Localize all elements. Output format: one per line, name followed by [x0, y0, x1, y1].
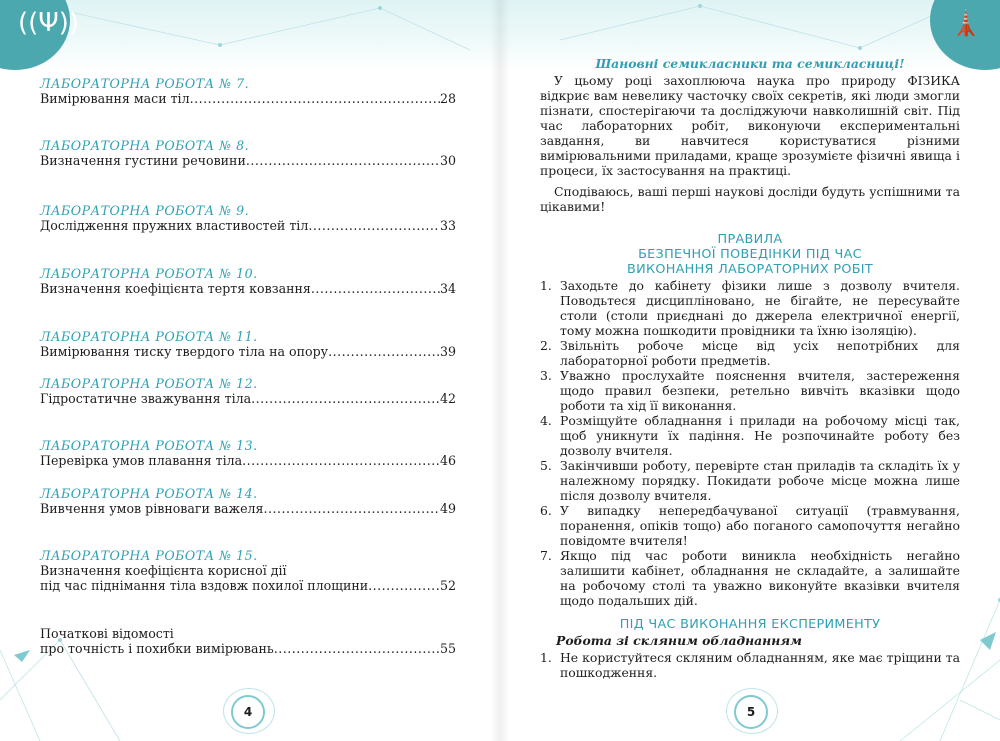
rules-title-line: ВИКОНАННЯ ЛАБОРАТОРНИХ РОБІТ: [627, 262, 873, 277]
toc-line: [40, 391, 456, 406]
list-item: [540, 650, 960, 680]
toc-line: [40, 218, 456, 233]
list-item: [540, 503, 960, 548]
toc-line-text: Гідростатичне зважування тіла: [40, 391, 252, 406]
intro-paragraph: У цьому році захоплююча наука про природу ФІЗИКА відкриє вам невелику часточку своїх секретів, які люди змогли пізнати, спостерігаючи та досліджуючи навколишній світ. Під час лабораторних робіт, виконуючи експериментальні завдання, ви навчитеся користуватися різними вимірювальними приладами, краще зрозумієте фізичні явища і процеси, їх застосування на практиці.: [540, 73, 960, 178]
radio-tower-icon: 🗼: [949, 8, 982, 38]
intro-paragraph: Сподіваюсь, ваші перші наукові досліди будуть успішними та цікавими!: [540, 184, 960, 214]
toc-line-text: Вимірювання маси тіл: [40, 91, 190, 106]
toc-line-text: під час піднімання тіла вздовж похилої площини: [40, 578, 369, 593]
list-item-text: Заходьте до кабінету фізики лише з дозволу вчителя. Поводьтеся дисципліновано, не бігайте, не пересувайте столи (столи приєднані до джерела електричної енергії, тому можна пошкодити провідники та їхню ізоляцію).: [560, 278, 960, 338]
toc-line-text: Визначення коефіцієнта тертя ковзання: [40, 281, 311, 296]
toc-line: [40, 641, 456, 656]
toc-entry: [40, 438, 456, 468]
list-item: [540, 368, 960, 413]
list-item: [540, 338, 960, 368]
list-item-number: 3.: [540, 368, 552, 383]
toc-line: [40, 578, 456, 593]
list-item-number: 1.: [540, 650, 552, 665]
toc-page-number: 42: [439, 391, 456, 406]
toc-page-number: 52: [439, 578, 456, 593]
toc-page-number: 30: [439, 153, 456, 168]
toc-lab-title: ЛАБОРАТОРНА РОБОТА № 8.: [40, 138, 250, 153]
toc-line: [40, 281, 456, 296]
list-item: [540, 458, 960, 503]
experiment-rules-list: [540, 650, 960, 680]
list-item: [540, 413, 960, 458]
list-item-number: 1.: [540, 278, 552, 293]
list-item-number: 5.: [540, 458, 552, 473]
list-item-number: 2.: [540, 338, 552, 353]
toc-lab-title: ЛАБОРАТОРНА РОБОТА № 10.: [40, 266, 258, 281]
toc-lab-title: ЛАБОРАТОРНА РОБОТА № 7.: [40, 76, 250, 91]
toc-line: [40, 626, 456, 641]
toc-entry: [40, 203, 456, 233]
toc-lab-title: ЛАБОРАТОРНА РОБОТА № 12.: [40, 376, 258, 391]
toc-lab-title: ЛАБОРАТОРНА РОБОТА № 11.: [40, 329, 258, 344]
toc-entry: [40, 266, 456, 296]
list-item-number: 7.: [540, 548, 552, 563]
toc-entry: [40, 376, 456, 406]
toc-line: [40, 453, 456, 468]
list-item-text: Не користуйтеся скляним обладнанням, яке має тріщини та пошкодження.: [560, 650, 960, 680]
toc-line: [40, 344, 456, 359]
toc-lab-title: ЛАБОРАТОРНА РОБОТА № 14.: [40, 486, 258, 501]
toc-entry: [40, 486, 456, 516]
toc-line-text: Вивчення умов рівноваги важеля: [40, 501, 264, 516]
toc-line: [40, 153, 456, 168]
list-item-number: 4.: [540, 413, 552, 428]
list-item-text: Уважно прослухайте пояснення вчителя, застереження щодо правил безпеки, ретельно вивчіть вказівки щодо роботи та хід її виконання.: [560, 368, 960, 413]
page-number: 4: [231, 695, 265, 729]
toc-page-number: 49: [439, 501, 456, 516]
page-number: 5: [734, 695, 768, 729]
rules-title-line: БЕЗПЕЧНОЇ ПОВЕДІНКИ ПІД ЧАС: [638, 247, 862, 262]
toc-line-text: про точність і похибки вимірювань: [40, 641, 274, 656]
toc-page-number: 34: [439, 281, 456, 296]
toc-line-text: Дослідження пружних властивостей тіл: [40, 218, 309, 233]
toc-entry: [40, 76, 456, 106]
toc-line: [40, 91, 456, 106]
list-item-text: Розміщуйте обладнання і прилади на робочому місці так, щоб уникнути їх падіння. Не розпочинайте роботу без дозволу вчителя.: [560, 413, 960, 458]
toc-line-text: Вимірювання тиску твердого тіла на опору: [40, 344, 329, 359]
right-page: [500, 0, 1000, 741]
toc-line: [40, 501, 456, 516]
toc-line: [40, 563, 456, 578]
toc-page-number: 39: [439, 344, 456, 359]
list-item-text: Закінчивши роботу, перевірте стан приладів та складіть їх у належному порядку. Покидати робоче місце можна лише після дозволу вчителя.: [560, 458, 960, 503]
toc-page-number: 33: [439, 218, 456, 233]
toc-lab-title: ЛАБОРАТОРНА РОБОТА № 9.: [40, 203, 250, 218]
rules-title-line: ПРАВИЛА: [717, 232, 783, 247]
toc-page-number: 46: [439, 453, 456, 468]
toc-page-number: 28: [439, 91, 456, 106]
list-item: [540, 278, 960, 338]
greeting: Шановні семикласники та семикласниці!: [595, 56, 905, 71]
list-item-number: 6.: [540, 503, 552, 518]
toc-line-text: Початкові відомості: [40, 626, 174, 641]
toc-entry: [40, 329, 456, 359]
toc-lab-title: ЛАБОРАТОРНА РОБОТА № 13.: [40, 438, 258, 453]
rules-title: [540, 232, 960, 277]
toc-entry: [40, 626, 456, 656]
safety-rules-list: [540, 278, 960, 608]
toc-page-number: 55: [439, 641, 456, 656]
list-item-text: Звільніть робоче місце від усіх непотрібних для лабораторної роботи предметів.: [560, 338, 960, 368]
antenna-signal-icon: ((Ψ)): [18, 8, 80, 38]
toc-line-text: Перевірка умов плавання тіла: [40, 453, 243, 468]
toc-entry: [40, 548, 456, 593]
experiment-title: ПІД ЧАС ВИКОНАННЯ ЕКСПЕРИМЕНТУ: [619, 617, 881, 632]
list-item: [540, 548, 960, 608]
list-item-text: У випадку непередбачуваної ситуації (травмування, поранення, опіків тощо) або поганого самопочуття негайно повідомте вчителя!: [560, 503, 960, 548]
toc-line-text: Визначення коефіцієнта корисної дії: [40, 563, 287, 578]
toc-lab-title: ЛАБОРАТОРНА РОБОТА № 15.: [40, 548, 258, 563]
toc-line-text: Визначення густини речовини: [40, 153, 246, 168]
toc-entry: [40, 138, 456, 168]
subheading: Робота зі скляним обладнанням: [556, 633, 802, 648]
list-item-text: Якщо під час роботи виникла необхідність негайно залишити кабінет, обладнання не складайте, а залишайте на робочому столі та уважно виконуйте вказівки вчителя щодо подальших дій.: [560, 548, 960, 608]
